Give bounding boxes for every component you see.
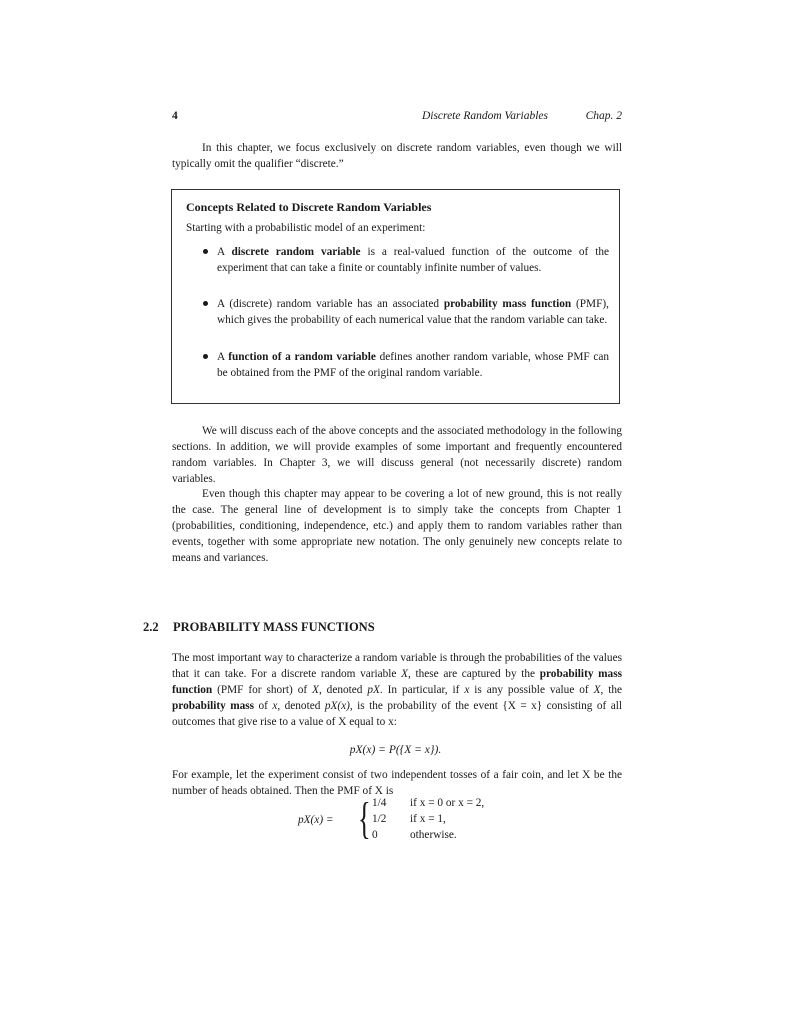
concept-bullet <box>217 349 609 381</box>
concepts-box <box>171 189 620 404</box>
bullet-text: A <box>217 351 229 363</box>
pmf-definition-paragraph: The most important way to characterize a random variable is through the probabilities of the values that it can take. For a discrete random variable X, these are captured by the probability mass function (PMF for short) of X, denoted pX. In particular, if x is any possible value of X, the probability mass of x, denoted pX(x), is the probability of the event {X = x} consisting of all outcomes that give rise to a value of X equal to x: <box>172 652 623 728</box>
bullet-text: (PMF), which gives the probability of each numerical value that the random variable can take. <box>217 298 609 326</box>
pmf-condition: if x = 1, <box>410 813 446 825</box>
pmf-value: 0 <box>372 829 378 841</box>
section-heading <box>143 620 375 635</box>
concept-bullet <box>217 296 609 328</box>
intro-paragraph: In this chapter, we focus exclusively on discrete random variables, even though we will typically omit the qualifier “discrete.” <box>172 142 622 170</box>
chapter-title: Discrete Random Variables <box>421 110 548 122</box>
pmf-cases-equation <box>298 794 548 847</box>
bullet-text: defines another random variable, whose PMF can be obtained from the PMF of the original random variable. <box>217 351 609 379</box>
discussion-paragraph: Even though this chapter may appear to be covering a lot of new ground, this is not really the case. The general line of development is to simply take the concepts from Chapter 1 (probabilities, conditioning, independence, etc.) and apply them to random variables rather than events, together with some appropriate new notation. The only genuinely new concepts relate to means and variances. <box>172 488 622 564</box>
discussion-paragraph: We will discuss each of the above concepts and the associated methodology in the following sections. In addition, we will provide examples of some important and frequently encountered random variables. In Chapter 3, we will discuss general (not necessarily discrete) random variables. <box>172 425 622 485</box>
left-brace-icon: { <box>358 794 371 843</box>
bullet-text: A <box>217 246 232 258</box>
pmf-value: 1/4 <box>372 797 387 809</box>
bullet-text: is a real-valued function of the outcome of the experiment that can take a finite or countably infinite number of values. <box>217 246 610 274</box>
section-title: PROBABILITY MASS FUNCTIONS <box>173 620 375 634</box>
pmf-condition: otherwise. <box>410 829 457 841</box>
concepts-box-title: Concepts Related to Discrete Random Variables <box>186 200 432 214</box>
bullet-bold-term: function of a random variable <box>228 351 376 363</box>
bullet-dot-icon <box>203 301 208 306</box>
chapter-label: Chap. 2 <box>585 110 622 122</box>
pmf-equation: pX(x) = P({X = x}). <box>349 744 442 756</box>
bullet-bold-term: discrete random variable <box>231 246 361 258</box>
bullet-bold-term: probability mass function <box>443 298 572 310</box>
concept-bullet <box>217 244 609 276</box>
running-head <box>172 110 622 126</box>
bullet-text: A (discrete) random variable has an associated <box>217 298 444 310</box>
bullet-dot-icon <box>203 354 208 359</box>
pmf-value: 1/2 <box>372 813 387 825</box>
coin-example-paragraph: For example, let the experiment consist of two independent tosses of a fair coin, and let X be the number of heads obtained. Then the PMF of X is <box>172 769 622 797</box>
page-number: 4 <box>172 110 178 122</box>
concepts-box-intro: Starting with a probabilistic model of an experiment: <box>186 222 426 234</box>
pmf-condition: if x = 0 or x = 2, <box>410 797 485 809</box>
section-number: 2.2 <box>143 620 159 634</box>
bullet-dot-icon <box>203 249 208 254</box>
pmf-lhs: pX(x) = <box>298 814 334 826</box>
